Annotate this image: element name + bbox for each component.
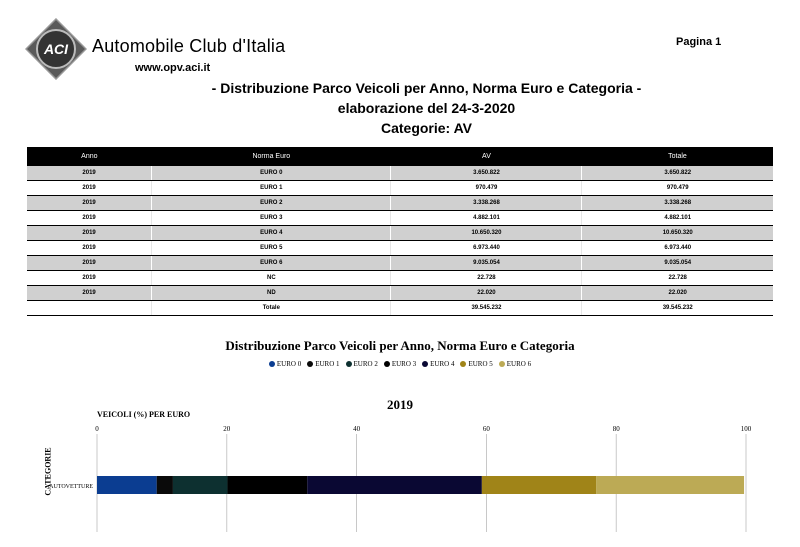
table-total-row bbox=[27, 301, 773, 316]
cell-norma-euro: EURO 1 bbox=[152, 181, 391, 196]
legend-label: EURO 2 bbox=[353, 360, 378, 368]
cell-av: 10.650.320 bbox=[391, 226, 582, 241]
legend-marker bbox=[269, 361, 275, 367]
chart-title: Distribuzione Parco Veicoli per Anno, Norma Euro e Categoria bbox=[225, 338, 575, 353]
cell-totale: 970.479 bbox=[582, 181, 773, 196]
legend-item bbox=[384, 360, 416, 368]
bar-segment bbox=[173, 476, 228, 494]
bar-segment bbox=[307, 476, 482, 494]
chart-legend bbox=[0, 360, 800, 368]
cell-norma-euro-total: Totale bbox=[152, 301, 391, 316]
x-tick-label: 60 bbox=[482, 425, 490, 433]
table-row bbox=[27, 181, 773, 196]
bar-segment bbox=[157, 476, 173, 494]
cell-totale: 22.728 bbox=[582, 271, 773, 286]
legend-label: EURO 0 bbox=[276, 360, 302, 368]
legend-marker bbox=[460, 361, 466, 367]
aci-logo bbox=[25, 18, 87, 80]
legend-item bbox=[422, 360, 454, 368]
legend-item bbox=[307, 360, 339, 368]
table-row bbox=[27, 241, 773, 256]
cell-anno: 2019 bbox=[27, 166, 152, 181]
table-row bbox=[27, 166, 773, 181]
x-tick-label: 0 bbox=[95, 425, 99, 433]
cell-av: 3.650.822 bbox=[391, 166, 582, 181]
column-header-totale: Totale bbox=[582, 147, 773, 166]
page-number: Pagina 1 bbox=[676, 36, 722, 48]
cell-anno: 2019 bbox=[27, 211, 152, 226]
legend-marker bbox=[307, 361, 313, 367]
legend-label: EURO 3 bbox=[391, 360, 417, 368]
cell-anno-total bbox=[27, 301, 152, 316]
cell-anno: 2019 bbox=[27, 226, 152, 241]
legend-marker bbox=[346, 361, 352, 367]
cell-totale: 6.973.440 bbox=[582, 241, 773, 256]
table-row bbox=[27, 271, 773, 286]
y-axis-title: CATEGORIE bbox=[43, 447, 53, 496]
table-row bbox=[27, 286, 773, 301]
legend-label: EURO 4 bbox=[430, 360, 455, 368]
x-tick-label: 100 bbox=[740, 425, 752, 433]
brand-name: Automobile Club d'Italia bbox=[92, 36, 286, 56]
cell-totale: 3.338.268 bbox=[582, 196, 773, 211]
cell-totale-total: 39.545.232 bbox=[582, 301, 773, 316]
cell-av: 22.020 bbox=[391, 286, 582, 301]
cell-norma-euro: ND bbox=[152, 286, 391, 301]
cell-anno: 2019 bbox=[27, 241, 152, 256]
cell-totale: 9.035.054 bbox=[582, 256, 773, 271]
x-axis-title: VEICOLI (%) PER EURO bbox=[97, 410, 191, 419]
cell-norma-euro: EURO 3 bbox=[152, 211, 391, 226]
data-table bbox=[27, 147, 773, 316]
table-row bbox=[27, 256, 773, 271]
legend-item bbox=[499, 360, 531, 368]
legend-item bbox=[460, 360, 492, 368]
cell-norma-euro: NC bbox=[152, 271, 391, 286]
report-title: - Distribuzione Parco Veicoli per Anno, Norma Euro e Categoria - bbox=[211, 80, 642, 96]
cell-norma-euro: EURO 2 bbox=[152, 196, 391, 211]
website-link[interactable]: www.opv.aci.it bbox=[135, 62, 211, 74]
stacked-bar-chart bbox=[0, 420, 800, 547]
cell-av: 22.728 bbox=[391, 271, 582, 286]
table-header-row bbox=[27, 147, 773, 166]
cell-anno: 2019 bbox=[27, 181, 152, 196]
legend-item bbox=[346, 360, 378, 368]
table-row bbox=[27, 211, 773, 226]
legend-marker bbox=[499, 361, 505, 367]
cell-norma-euro: EURO 6 bbox=[152, 256, 391, 271]
column-header-anno: Anno bbox=[27, 147, 152, 166]
x-tick-label: 20 bbox=[223, 425, 231, 433]
cell-av: 970.479 bbox=[391, 181, 582, 196]
cell-av: 3.338.268 bbox=[391, 196, 582, 211]
column-header-av: AV bbox=[391, 147, 582, 166]
cell-anno: 2019 bbox=[27, 196, 152, 211]
cell-norma-euro: EURO 5 bbox=[152, 241, 391, 256]
bar-segment bbox=[482, 476, 596, 494]
chart-subtitle: 2019 bbox=[387, 397, 413, 412]
report-category: Categorie: AV bbox=[380, 120, 472, 136]
logo-text: ACI bbox=[43, 41, 69, 57]
bar-segment bbox=[227, 476, 307, 494]
cell-av: 6.973.440 bbox=[391, 241, 582, 256]
legend-label: EURO 6 bbox=[506, 360, 532, 368]
cell-av-total: 39.545.232 bbox=[391, 301, 582, 316]
cell-av: 9.035.054 bbox=[391, 256, 582, 271]
table-row bbox=[27, 226, 773, 241]
table-row bbox=[27, 196, 773, 211]
legend-label: EURO 5 bbox=[468, 360, 493, 368]
legend-marker bbox=[422, 361, 428, 367]
cell-totale: 4.882.101 bbox=[582, 211, 773, 226]
legend-label: EURO 1 bbox=[315, 360, 340, 368]
cell-norma-euro: EURO 4 bbox=[152, 226, 391, 241]
cell-anno: 2019 bbox=[27, 256, 152, 271]
legend-marker bbox=[384, 361, 390, 367]
column-header-norma-euro: Norma Euro bbox=[152, 147, 391, 166]
cell-norma-euro: EURO 0 bbox=[152, 166, 391, 181]
legend-item bbox=[269, 360, 301, 368]
bar-segment bbox=[97, 476, 157, 494]
cell-anno: 2019 bbox=[27, 286, 152, 301]
category-label: AUTOVETTURE bbox=[49, 484, 93, 490]
x-tick-label: 80 bbox=[612, 425, 620, 433]
cell-totale: 3.650.822 bbox=[582, 166, 773, 181]
report-date: elaborazione del 24-3-2020 bbox=[337, 100, 516, 116]
cell-av: 4.882.101 bbox=[391, 211, 582, 226]
cell-anno: 2019 bbox=[27, 271, 152, 286]
bar-segment bbox=[596, 476, 744, 494]
cell-totale: 10.650.320 bbox=[582, 226, 773, 241]
cell-totale: 22.020 bbox=[582, 286, 773, 301]
x-tick-label: 40 bbox=[353, 425, 361, 433]
